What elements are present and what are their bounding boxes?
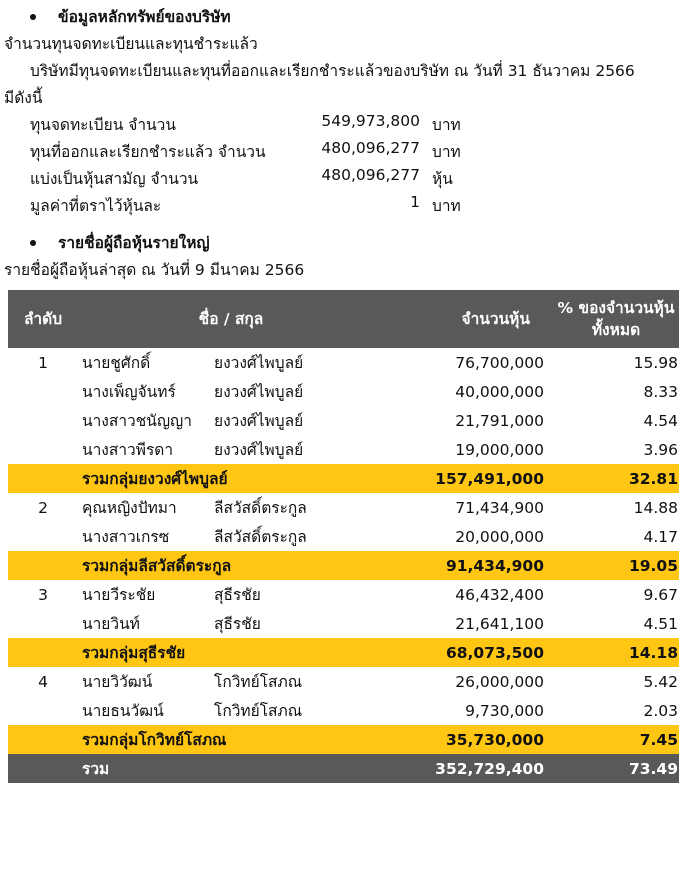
cell-shares: 20,000,000 xyxy=(455,527,544,546)
table-row xyxy=(8,580,679,609)
cell-percent: 8.33 xyxy=(643,382,678,401)
header-percent xyxy=(544,290,679,348)
cell-rank xyxy=(8,609,78,638)
section-heading-text: รายชื่อผู้ถือหุ้นรายใหญ่ xyxy=(58,234,210,252)
capital-value: 480,096,277 xyxy=(321,166,420,184)
table-header-row xyxy=(8,290,679,348)
cell-last-name: โกวิทย์โสภณ xyxy=(214,702,303,720)
capital-row xyxy=(30,166,490,190)
capital-value: 480,096,277 xyxy=(321,139,420,157)
capital-label: ทุนที่ออกและเรียกชำระแล้ว จำนวน xyxy=(30,143,266,161)
total-label: รวม xyxy=(78,754,384,783)
cell-last-name: ลีสวัสดิ์ตระกูล xyxy=(214,499,307,517)
cell-rank xyxy=(8,435,78,464)
header-percent-line1: % ของจำนวนหุ้น xyxy=(557,299,675,317)
cell-rank: 3 xyxy=(38,585,48,604)
capital-row xyxy=(30,139,490,163)
subtotal-percent: 7.45 xyxy=(544,725,679,754)
cell-last-name: สุธีรชัย xyxy=(214,586,261,604)
cell-shares: 21,641,100 xyxy=(455,614,544,633)
cell-first-name: นางสาวพีรดา xyxy=(82,441,174,459)
bullet-icon xyxy=(30,240,36,246)
section-heading-securities xyxy=(30,4,231,29)
subtotal-shares: 91,434,900 xyxy=(384,551,544,580)
capital-title: จำนวนทุนจดทะเบียนและทุนชำระแล้ว xyxy=(4,35,258,53)
cell-last-name: โกวิทย์โสภณ xyxy=(214,673,303,691)
capital-unit: บาท xyxy=(432,116,461,134)
cell-percent: 9.67 xyxy=(643,585,678,604)
capital-label: มูลค่าที่ตราไว้หุ้นละ xyxy=(30,197,162,215)
table-row xyxy=(8,377,679,406)
cell-name xyxy=(78,406,384,435)
capital-value: 549,973,800 xyxy=(321,112,420,130)
subtotal-percent: 14.18 xyxy=(544,638,679,667)
capital-label: ทุนจดทะเบียน จำนวน xyxy=(30,116,176,134)
subtotal-label: รวมกลุ่มยงวงศ์ไพบูลย์ xyxy=(78,464,384,493)
cell-rank xyxy=(8,377,78,406)
cell-first-name: นายชูศักดิ์ xyxy=(82,354,151,372)
cell-percent: 3.96 xyxy=(643,440,678,459)
cell-first-name: นางสาวชนัญญา xyxy=(82,412,192,430)
cell-first-name: นายวิวัฒน์ xyxy=(82,673,153,691)
cell-percent: 5.42 xyxy=(643,672,678,691)
total-percent: 73.49 xyxy=(544,754,679,783)
cell-name xyxy=(78,522,384,551)
cell-rank: 1 xyxy=(38,353,48,372)
cell-shares: 40,000,000 xyxy=(455,382,544,401)
shareholders-table xyxy=(8,290,679,783)
cell-rank xyxy=(8,696,78,725)
subtotal-percent: 32.81 xyxy=(544,464,679,493)
cell-shares: 46,432,400 xyxy=(455,585,544,604)
cell-name xyxy=(78,696,384,725)
total-shares: 352,729,400 xyxy=(384,754,544,783)
cell-percent: 2.03 xyxy=(643,701,678,720)
capital-unit: บาท xyxy=(432,197,461,215)
cell-percent: 4.17 xyxy=(643,527,678,546)
capital-unit: บาท xyxy=(432,143,461,161)
capital-desc-line2: มีดังนี้ xyxy=(4,89,43,107)
cell-name xyxy=(78,609,384,638)
cell-last-name: สุธีรชัย xyxy=(214,615,261,633)
cell-rank xyxy=(8,406,78,435)
table-row xyxy=(8,667,679,696)
cell-name xyxy=(78,377,384,406)
subtotal-label: รวมกลุ่มโกวิทย์โสภณ xyxy=(78,725,384,754)
table-row xyxy=(8,696,679,725)
cell-name xyxy=(78,348,384,377)
cell-first-name: นายวินท์ xyxy=(82,615,140,633)
cell-name xyxy=(78,667,384,696)
subtotal-shares: 68,073,500 xyxy=(384,638,544,667)
table-row xyxy=(8,435,679,464)
cell-shares: 19,000,000 xyxy=(455,440,544,459)
table-row xyxy=(8,348,679,377)
cell-rank xyxy=(8,522,78,551)
cell-last-name: ลีสวัสดิ์ตระกูล xyxy=(214,528,307,546)
table-row xyxy=(8,406,679,435)
section-heading-text: ข้อมูลหลักทรัพย์ของบริษัท xyxy=(58,8,231,26)
cell-shares: 76,700,000 xyxy=(455,353,544,372)
cell-first-name: คุณหญิงปัทมา xyxy=(82,499,177,517)
subtotal-label: รวมกลุ่มลีสวัสดิ์ตระกูล xyxy=(78,551,384,580)
cell-percent: 14.88 xyxy=(633,498,678,517)
subtotal-row xyxy=(8,551,679,580)
cell-last-name: ยงวงศ์ไพบูลย์ xyxy=(214,383,304,401)
capital-unit: หุ้น xyxy=(432,170,453,188)
header-name: ชื่อ / สกุล xyxy=(78,290,384,348)
header-percent-line2: ทั้งหมด xyxy=(591,321,641,339)
cell-rank: 2 xyxy=(38,498,48,517)
cell-last-name: ยงวงศ์ไพบูลย์ xyxy=(214,354,304,372)
cell-last-name: ยงวงศ์ไพบูลย์ xyxy=(214,441,304,459)
capital-row xyxy=(30,193,490,217)
subtotal-row xyxy=(8,638,679,667)
cell-shares: 21,791,000 xyxy=(455,411,544,430)
capital-value: 1 xyxy=(410,193,420,211)
cell-name xyxy=(78,435,384,464)
cell-shares: 9,730,000 xyxy=(465,701,544,720)
bullet-icon xyxy=(30,14,36,20)
cell-shares: 26,000,000 xyxy=(455,672,544,691)
cell-first-name: นายธนวัฒน์ xyxy=(82,702,164,720)
header-rank: ลำดับ xyxy=(8,290,78,348)
table-row xyxy=(8,493,679,522)
cell-rank: 4 xyxy=(38,672,48,691)
cell-first-name: นางเพ็ญจันทร์ xyxy=(82,383,176,401)
subtotal-row xyxy=(8,464,679,493)
cell-name xyxy=(78,580,384,609)
header-shares: จำนวนหุ้น xyxy=(384,290,544,348)
cell-first-name: นายวีระชัย xyxy=(82,586,156,604)
cell-percent: 4.51 xyxy=(643,614,678,633)
cell-last-name: ยงวงศ์ไพบูลย์ xyxy=(214,412,304,430)
capital-desc-line1: บริษัทมีทุนจดทะเบียนและทุนที่ออกและเรียกชำระแล้วของบริษัท ณ วันที่ 31 ธันวาคม 2566 xyxy=(30,62,635,80)
cell-percent: 15.98 xyxy=(633,353,678,372)
subtotal-percent: 19.05 xyxy=(544,551,679,580)
total-row xyxy=(8,754,679,783)
subtotal-label: รวมกลุ่มสุธีรชัย xyxy=(78,638,384,667)
capital-row xyxy=(30,112,490,136)
table-row xyxy=(8,522,679,551)
cell-shares: 71,434,900 xyxy=(455,498,544,517)
cell-percent: 4.54 xyxy=(643,411,678,430)
capital-label: แบ่งเป็นหุ้นสามัญ จำนวน xyxy=(30,170,199,188)
cell-first-name: นางสาวเกรซ xyxy=(82,528,170,546)
cell-name xyxy=(78,493,384,522)
subtotal-row xyxy=(8,725,679,754)
section-heading-shareholders xyxy=(30,230,210,255)
table-row xyxy=(8,609,679,638)
shareholders-subtitle: รายชื่อผู้ถือหุ้นล่าสุด ณ วันที่ 9 มีนาคม 2566 xyxy=(4,261,305,279)
subtotal-shares: 157,491,000 xyxy=(384,464,544,493)
subtotal-shares: 35,730,000 xyxy=(384,725,544,754)
